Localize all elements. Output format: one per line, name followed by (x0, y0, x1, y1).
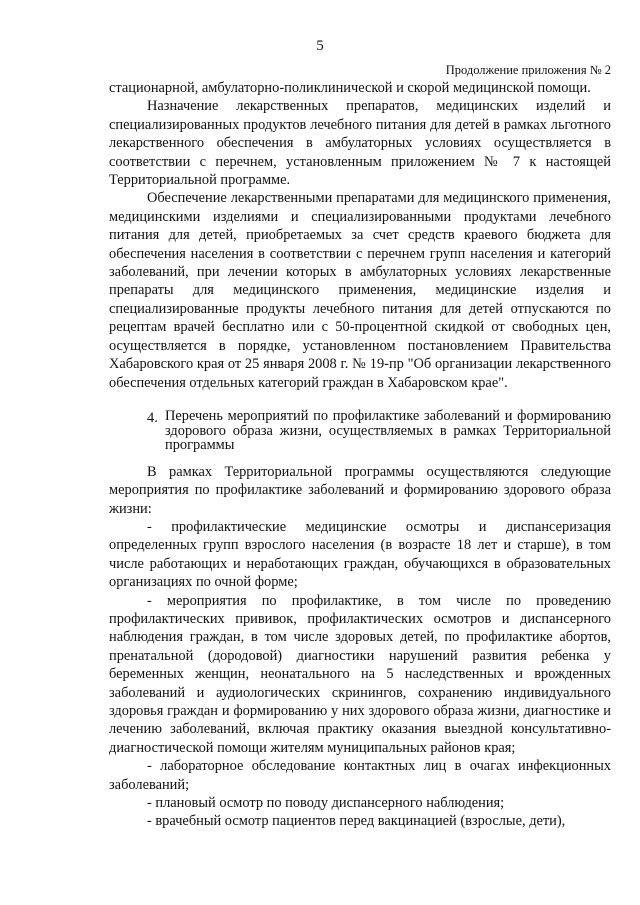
list-item-lab-tests: - лабораторное обследование контактных лиц в очагах инфекционных заболеваний; (109, 758, 611, 793)
page-number: 5 (316, 38, 324, 54)
section-heading (109, 409, 611, 453)
paragraph-continuation: стационарной, амбулаторно-поликлинической и скорой медицинской помощи. (109, 80, 591, 96)
section-title: Перечень мероприятий по профилактике заболеваний и формированию здорового образа жизни, осуществляемых в рамках Территориальной программы (165, 407, 611, 454)
section-number: 4. (147, 409, 158, 426)
paragraph-prescription: Назначение лекарственных препаратов, медицинских изделий и специализированных продуктов лечебного питания для детей в рамках льготного лекарственного обеспечения в амбулаторных условиях осуществляется в соответствии с перечнем, установленным приложением № 7 к настоящей Территориальной программе. (109, 98, 611, 189)
list-item-planned-exam: - плановый осмотр по поводу диспансерного наблюдения; (147, 795, 505, 811)
list-item-vaccination-exam: - врачебный осмотр пациентов перед вакцинацией (взрослые, дети), (147, 813, 566, 830)
list-item-checkups: - профилактические медицинские осмотры и диспансеризация определенных групп взрослого населения (в возрасте 18 лет и старше), в том числе работающих и неработающих граждан, обучающихся в образовательных организациях по очной форме; (109, 518, 611, 591)
appendix-continuation-note: Продолжение приложения № 2 (445, 63, 611, 77)
list-item-prevention: - мероприятия по профилактике, в том числе по проведению профилактических прививок, профилактических осмотров и диспансерного наблюдения граждан, в том числе здоровых детей, по профилактике абортов, пренатальной (дородовой) диагностики нарушений развития ребенка у беременных женщин, неонатального на 5 наследственных и врожденных заболеваний и аудиологических скринингов, сохранению индивидуального здоровья граждан и формированию у них здорового образа жизни, диагностике и лечению заболеваний, включая практику оказания выездной консультативно-диагностической помощи жителям муниципальных районов края; (109, 592, 611, 756)
document-body (109, 79, 611, 831)
paragraph-provision: Обеспечение лекарственными препаратами для медицинского применения, медицинскими изделиями и специализированными продуктами лечебного питания для детей, приобретаемых за счет средств краевого бюджета для обеспечения населения в соответствии с перечнем групп населения и категорий заболеваний, при лечении которых в амбулаторных условиях лекарственные препараты для медицинского применения, медицинские изделия и специализированные продукты лечебного питания для детей отпускаются по рецептам врачей бесплатно или с 50-процентной скидкой от свободных цен, осуществляется в порядке, установленном постановлением Правительства Хабаровского края от 25 января 2008 г. № 19-пр "Об организации лекарственного обеспечения отдельных категорий граждан в Хабаровском крае". (109, 190, 611, 391)
paragraph-intro: В рамках Территориальной программы осуществляются следующие мероприятия по профилактике заболеваний и формированию здорового образа жизни: (109, 463, 611, 517)
